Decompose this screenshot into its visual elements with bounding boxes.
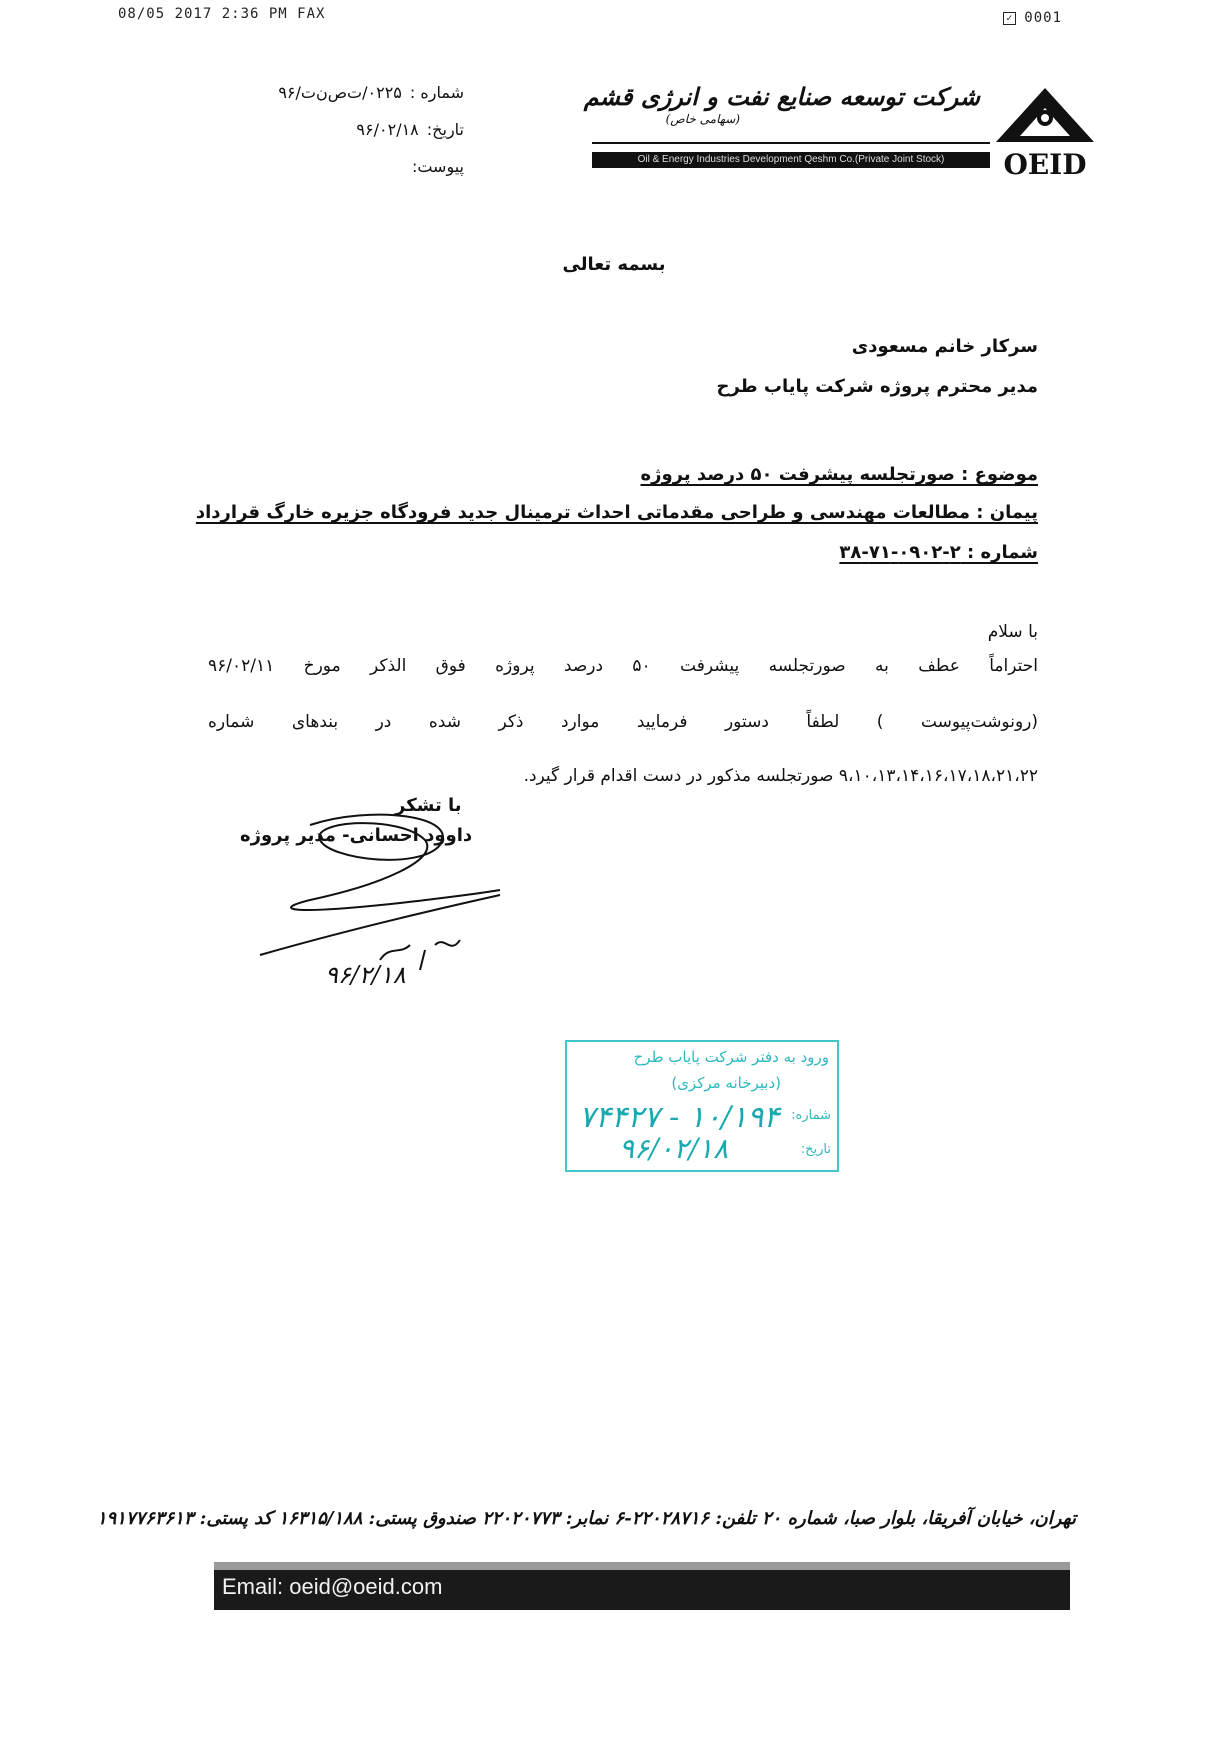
recipient-title: مدیر محترم پروژه شرکت پایاب طرح — [716, 376, 1038, 397]
body-line-3: ۹،۱۰،۱۳،۱۴،۱۶،۱۷،۱۸،۲۱،۲۲ صورتجلسه مذکور در دست اقدام قرار گیرد. — [523, 766, 1038, 786]
body-line-2: (رونوشت‌پیوست ) لطفاً دستور فرمایید موارد ذکر شده در بندهای شماره — [208, 712, 1038, 732]
footer-email-bar — [214, 1562, 1070, 1610]
contract-line: پیمان : مطالعات مهندسی و طراحی مقدماتی احداث ترمینال جدید فرودگاه جزیره خارگ قرارداد — [195, 502, 1038, 523]
letter-date-label: تاریخ: — [426, 120, 464, 139]
greeting: با سلام — [987, 622, 1038, 642]
contract-number-line: شماره : ۲-۰۹۰۲-۷۱-۳۸ — [839, 542, 1038, 563]
stamp-number-label: شماره: — [791, 1108, 831, 1123]
letter-date-value: ۹۶/۰۲/۱۸ — [356, 120, 419, 139]
body-line-1: احتراماً عطف به صورتجلسه پیشرفت ۵۰ درصد پروژه فوق الذکر مورخ ۹۶/۰۲/۱۱ — [208, 656, 1038, 676]
oeid-emblem-icon — [990, 82, 1100, 182]
company-name-en: Oil & Energy Industries Development Qeshm Co.(Private Joint Stock) — [592, 152, 990, 168]
stamp-date-value: ۹۶/۰۲/۱۸ — [619, 1132, 729, 1165]
signature-date: ۹۶/۲/۱۸ — [325, 961, 406, 989]
company-type-fa: (سهامی خاص) — [665, 112, 740, 126]
handwritten-signature — [250, 805, 520, 995]
letter-date-row — [244, 111, 464, 148]
stamp-number-value: ۱۰/۱۹۴ - ۷۴۴۲۷ — [579, 1100, 780, 1135]
letter-number-row — [244, 74, 464, 111]
letter-number-value: ۰۲۲۵/ت‌ص‌ن‌ت/۹۶ — [278, 83, 402, 102]
signature-thanks: با تشکر — [395, 795, 462, 816]
company-abbr: OEID — [1003, 148, 1087, 181]
fax-page-number — [1003, 10, 1062, 26]
letter-heading: بسمه تعالی — [562, 254, 666, 275]
letter-meta — [244, 74, 464, 185]
company-name-fa: شرکت توسعه صنایع نفت و انرژی قشم — [583, 82, 980, 111]
stamp-subtitle: (دبیرخانه مرکزی) — [671, 1074, 781, 1092]
receipt-stamp — [565, 1040, 839, 1172]
fax-page-value: 0001 — [1024, 10, 1062, 26]
letterhead-rule — [592, 142, 990, 144]
stamp-title: ورود به دفتر شرکت پایاب طرح — [633, 1048, 829, 1066]
fax-header: 08/05 2017 2:36 PM FAX — [118, 6, 326, 22]
signature-name: داوود احسانی- مدیر پروژه — [240, 825, 473, 846]
stamp-date-label: تاریخ: — [800, 1142, 831, 1157]
letter-attachment-label: پیوست: — [411, 157, 464, 176]
subject-line: موضوع : صورتجلسه پیشرفت ۵۰ درصد پروژه — [640, 464, 1038, 485]
letter-attachment-row — [244, 148, 464, 185]
recipient-name: سرکار خانم مسعودی — [851, 336, 1038, 357]
company-logo — [580, 82, 1100, 182]
footer-email: Email: oeid@oeid.com — [222, 1574, 443, 1599]
letter-number-label: شماره : — [409, 83, 464, 102]
footer-bar-stripe — [214, 1562, 1070, 1570]
checkbox-icon: ✓ — [1003, 12, 1016, 25]
footer-address: تهران، خیابان آفریقا، بلوار صبا، شماره ۲۰ تلفن: ۲۲۰۲۸۷۱۶-۶ نمابر: ۲۲۰۲۰۷۷۳ صندوق پستی: ۱۶۳۱۵/۱۸۸ کد پستی: ۱۹۱۷۷۶۳۶۱۳ — [96, 1508, 1076, 1529]
